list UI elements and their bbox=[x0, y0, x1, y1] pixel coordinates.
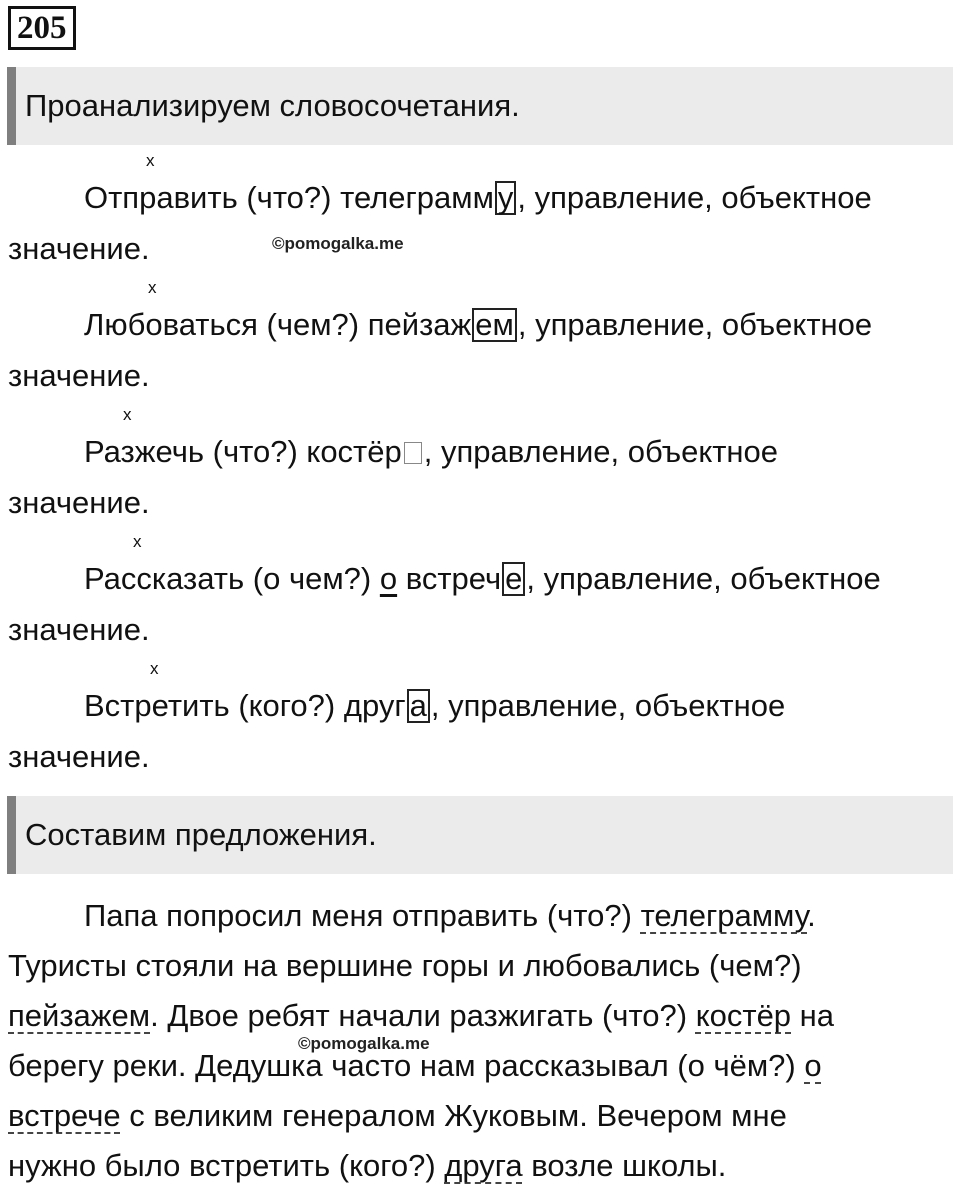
section-heading-text: Проанализируем словосочетания. bbox=[25, 88, 520, 123]
phrase-description: , управление, объектное bbox=[517, 180, 872, 215]
question: (чем?) bbox=[266, 307, 360, 342]
main-word: Разжечь bbox=[84, 434, 205, 469]
main-word-mark: x bbox=[150, 659, 159, 678]
paragraph-line bbox=[8, 1146, 726, 1186]
section-heading-text: Составим предложения. bbox=[25, 817, 377, 852]
object-word: пейзажем bbox=[8, 998, 151, 1033]
paragraph-text: возле школы. bbox=[522, 1148, 727, 1183]
phrase-line bbox=[84, 559, 881, 599]
main-word: Любоваться bbox=[84, 307, 258, 342]
question: (о чем?) bbox=[252, 561, 372, 596]
phrase-line bbox=[84, 305, 872, 345]
phrase-continuation: значение. bbox=[8, 739, 150, 774]
main-word-mark: x bbox=[133, 532, 142, 551]
phrase-description: , управление, объектное bbox=[526, 561, 881, 596]
task-number: 205 bbox=[8, 6, 76, 50]
object-word: о bbox=[804, 1048, 822, 1083]
ending-box: е bbox=[502, 562, 525, 596]
dependent-word: костёр bbox=[306, 434, 423, 469]
ending-box: ем bbox=[472, 308, 517, 342]
phrase-continuation: значение. bbox=[8, 231, 150, 266]
main-word: Отправить bbox=[84, 180, 238, 215]
main-word-mark: x bbox=[146, 151, 155, 170]
preposition: о bbox=[379, 561, 398, 596]
ending-box: у bbox=[495, 181, 517, 215]
paragraph-text: . bbox=[807, 898, 816, 933]
watermark: ©pomogalka.me bbox=[298, 1034, 430, 1053]
paragraph-line bbox=[8, 996, 834, 1036]
question: (кого?) bbox=[238, 688, 336, 723]
dependent-word: встреч е bbox=[406, 561, 527, 596]
watermark: ©pomogalka.me bbox=[272, 234, 404, 253]
section-heading-sentences bbox=[7, 796, 953, 874]
phrase-line bbox=[84, 178, 872, 218]
phrase-line bbox=[84, 686, 785, 726]
question: (что?) bbox=[212, 434, 298, 469]
paragraph-line bbox=[8, 1096, 787, 1136]
phrase-description: , управление, объектное bbox=[517, 307, 873, 342]
paragraph-text: нужно было встретить (кого?) bbox=[8, 1148, 445, 1183]
paragraph-line bbox=[84, 896, 816, 936]
paragraph-text: с великим генералом Жуковым. Вечером мне bbox=[120, 1098, 787, 1133]
section-heading-analysis bbox=[7, 67, 953, 145]
dependent-word: пейзаж ем bbox=[368, 307, 518, 342]
phrase-continuation: значение. bbox=[8, 358, 150, 393]
zero-ending-box bbox=[404, 442, 422, 464]
phrase-continuation: значение. bbox=[8, 485, 150, 520]
paragraph-text: . Двое ребят начали разжигать (что?) bbox=[150, 998, 696, 1033]
question: (что?) bbox=[246, 180, 332, 215]
object-word: друга bbox=[444, 1148, 523, 1183]
paragraph-text: на bbox=[791, 998, 835, 1033]
main-word-mark: x bbox=[123, 405, 132, 424]
phrase-description: , управление, объектное bbox=[423, 434, 779, 469]
dependent-word: друг а bbox=[344, 688, 431, 723]
object-word: встрече bbox=[8, 1098, 121, 1133]
paragraph-line: Туристы стояли на вершине горы и любовались (чем?) bbox=[8, 948, 802, 983]
object-word: телеграмму bbox=[640, 898, 808, 933]
paragraph-text: берегу реки. Дедушка часто нам рассказывал (о чём?) bbox=[8, 1048, 805, 1083]
paragraph-line bbox=[8, 1046, 822, 1086]
main-word-mark: x bbox=[148, 278, 157, 297]
paragraph-text: Папа попросил меня отправить (что?) bbox=[84, 898, 641, 933]
phrase-description: , управление, объектное bbox=[430, 688, 786, 723]
dependent-word: телеграмм у bbox=[340, 180, 517, 215]
object-word: костёр bbox=[695, 998, 792, 1033]
main-word: Рассказать bbox=[84, 561, 245, 596]
phrase-continuation: значение. bbox=[8, 612, 150, 647]
main-word: Встретить bbox=[84, 688, 230, 723]
phrase-line bbox=[84, 432, 778, 472]
ending-box: а bbox=[407, 689, 430, 723]
